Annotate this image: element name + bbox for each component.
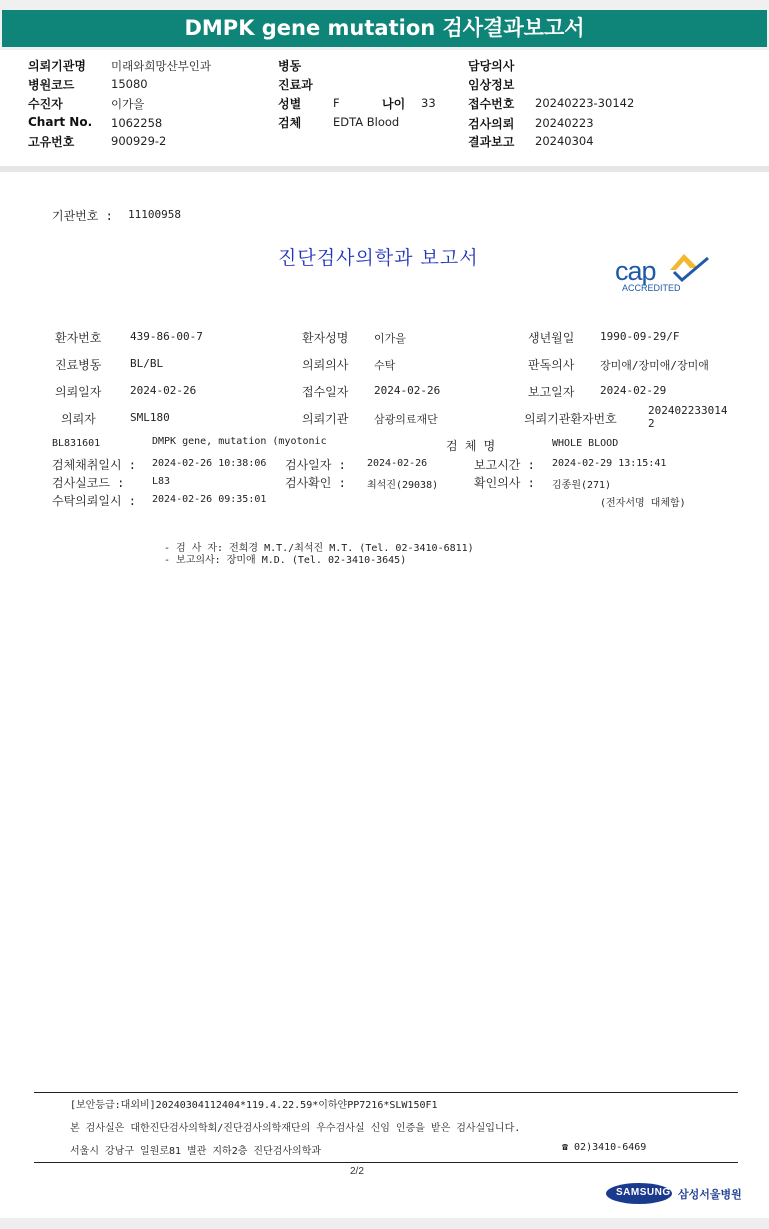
samsung-logo (606, 1183, 672, 1204)
detail-label: 검사실코드 : (52, 476, 125, 490)
info-value: 2024-02-26 (130, 384, 197, 397)
header-label: 의뢰기관명 (28, 59, 86, 73)
header-value: 20240304 (535, 134, 594, 148)
info-label: 의뢰의사 (302, 358, 349, 372)
info-value: 장미애/장미애/장미애 (600, 359, 709, 372)
info-label: 의뢰기관환자번호 (524, 412, 617, 426)
page-number: 2/2 (350, 1166, 364, 1177)
header-label: 접수번호 (468, 97, 515, 111)
info-label: 판독의사 (528, 358, 575, 372)
header-label: 고유번호 (28, 135, 75, 149)
institution-number: 11100958 (128, 208, 181, 221)
header-value: 20240223-30142 (535, 96, 635, 110)
e-signature-note: (전자서명 대체함) (600, 498, 686, 509)
info-value: 2024-02-29 (600, 384, 667, 397)
header-value: EDTA Blood (333, 115, 400, 129)
header-value: 미래와희망산부인과 (111, 59, 211, 73)
patient-header (0, 50, 769, 166)
test-code: BL831601 (52, 438, 101, 449)
info-value: BL/BL (130, 357, 164, 370)
phone-line: ☎ 02)3410-6469 (562, 1142, 647, 1153)
info-label: 환자성명 (302, 331, 349, 345)
info-label: 접수일자 (302, 385, 349, 399)
detail-value: 2024-02-26 09:35:01 (152, 494, 267, 505)
info-value: 2024-02-26 (374, 384, 441, 397)
address-line: 서울시 강남구 일원로81 별관 지하2층 진단검사의학과 (70, 1146, 322, 1157)
info-value: 이가을 (374, 332, 406, 345)
header-label: 성별 (278, 97, 302, 111)
header-label: 병원코드 (28, 78, 75, 92)
header-value: F (333, 96, 340, 110)
age-label: 나이 (382, 97, 406, 111)
detail-value: 2024-02-26 10:38:06 (152, 458, 267, 469)
detail-value: 2024-02-26 (367, 458, 428, 469)
detail-label: 수탁의뢰일시 : (52, 494, 137, 508)
info-value: SML180 (130, 411, 170, 424)
info-value: 수탁 (374, 359, 396, 372)
header-label: 결과보고 (468, 135, 515, 149)
report-title: DMPK gene mutation 검사결과보고서 (2, 10, 767, 47)
header-label: 검체 (278, 116, 302, 130)
header-label: 진료과 (278, 78, 313, 92)
info-label: 의뢰자 (61, 412, 96, 426)
detail-value: 2024-02-29 13:15:41 (552, 458, 667, 469)
info-label: 의뢰일자 (55, 385, 102, 399)
header-label: 임상정보 (468, 78, 515, 92)
footer-bottom-line (34, 1162, 738, 1163)
certification-line: 본 검사실은 대한진단검사의학회/진단검사의학재단의 우수검사실 신임 인증을 받은 검사실입니다. (70, 1123, 521, 1134)
header-label: 담당의사 (468, 59, 515, 73)
header-value: 15080 (111, 77, 148, 91)
info-value: 439-86-00-7 (130, 330, 203, 343)
cap-subtext: ACCREDITED (622, 283, 681, 293)
bottom-band (0, 1218, 769, 1229)
info-label: 진료병동 (55, 358, 102, 372)
header-label: 수진자 (28, 97, 63, 111)
security-line: [보안등급:대외비]20240304112404*119.4.22.59*이하얀PP7216*SLW150F1 (70, 1100, 438, 1111)
detail-value: 김종원(271) (552, 480, 612, 491)
info-label: 의뢰기관 (302, 412, 349, 426)
header-value: 900929-2 (111, 134, 167, 148)
info-value: 2 (648, 417, 655, 430)
header-divider (0, 166, 769, 172)
institution-number-label: 기관번호 : (52, 209, 113, 223)
header-label: 검사의뢰 (468, 117, 515, 131)
header-value: 20240223 (535, 116, 594, 130)
header-value: 이가을 (111, 97, 145, 111)
detail-label: 확인의사 : (474, 476, 535, 490)
header-label: Chart No. (28, 115, 93, 129)
detail-value: L83 (152, 476, 171, 487)
staff-line: - 보고의사: 장미애 M.D. (Tel. 02-3410-3645) (164, 555, 407, 566)
detail-value: 최석진(29038) (367, 480, 439, 491)
cap-accredited-logo (612, 250, 712, 298)
cap-text: cap (615, 256, 656, 286)
info-label: 보고일자 (528, 385, 575, 399)
header-value: 1062258 (111, 116, 163, 130)
footer-top-line (34, 1092, 738, 1093)
samsung-logo-text: SAMSUNG (616, 1187, 671, 1198)
hospital-name: 삼성서울병원 (678, 1188, 742, 1201)
detail-label: 보고시간 : (474, 458, 535, 472)
detail-label: 검사일자 : (285, 458, 346, 472)
test-name: DMPK gene, mutation (myotonic (152, 436, 327, 447)
age-value: 33 (421, 96, 436, 110)
info-value: 202402233014 (648, 404, 728, 417)
detail-label: 검사확인 : (285, 476, 346, 490)
lab-report-title: 진단검사의학과 보고서 (278, 247, 479, 269)
info-value: 삼광의료재단 (374, 413, 438, 426)
staff-line: - 검 사 자: 전희경 M.T./최석진 M.T. (Tel. 02-3410-6811) (164, 543, 474, 554)
info-value: 1990-09-29/F (600, 330, 680, 343)
header-label: 병동 (278, 59, 302, 73)
specimen-label: 검 체 명 (446, 439, 496, 453)
info-label: 환자번호 (55, 331, 102, 345)
specimen-value: WHOLE BLOOD (552, 438, 619, 449)
info-label: 생년월일 (528, 331, 575, 345)
detail-label: 검체채취일시 : (52, 458, 137, 472)
